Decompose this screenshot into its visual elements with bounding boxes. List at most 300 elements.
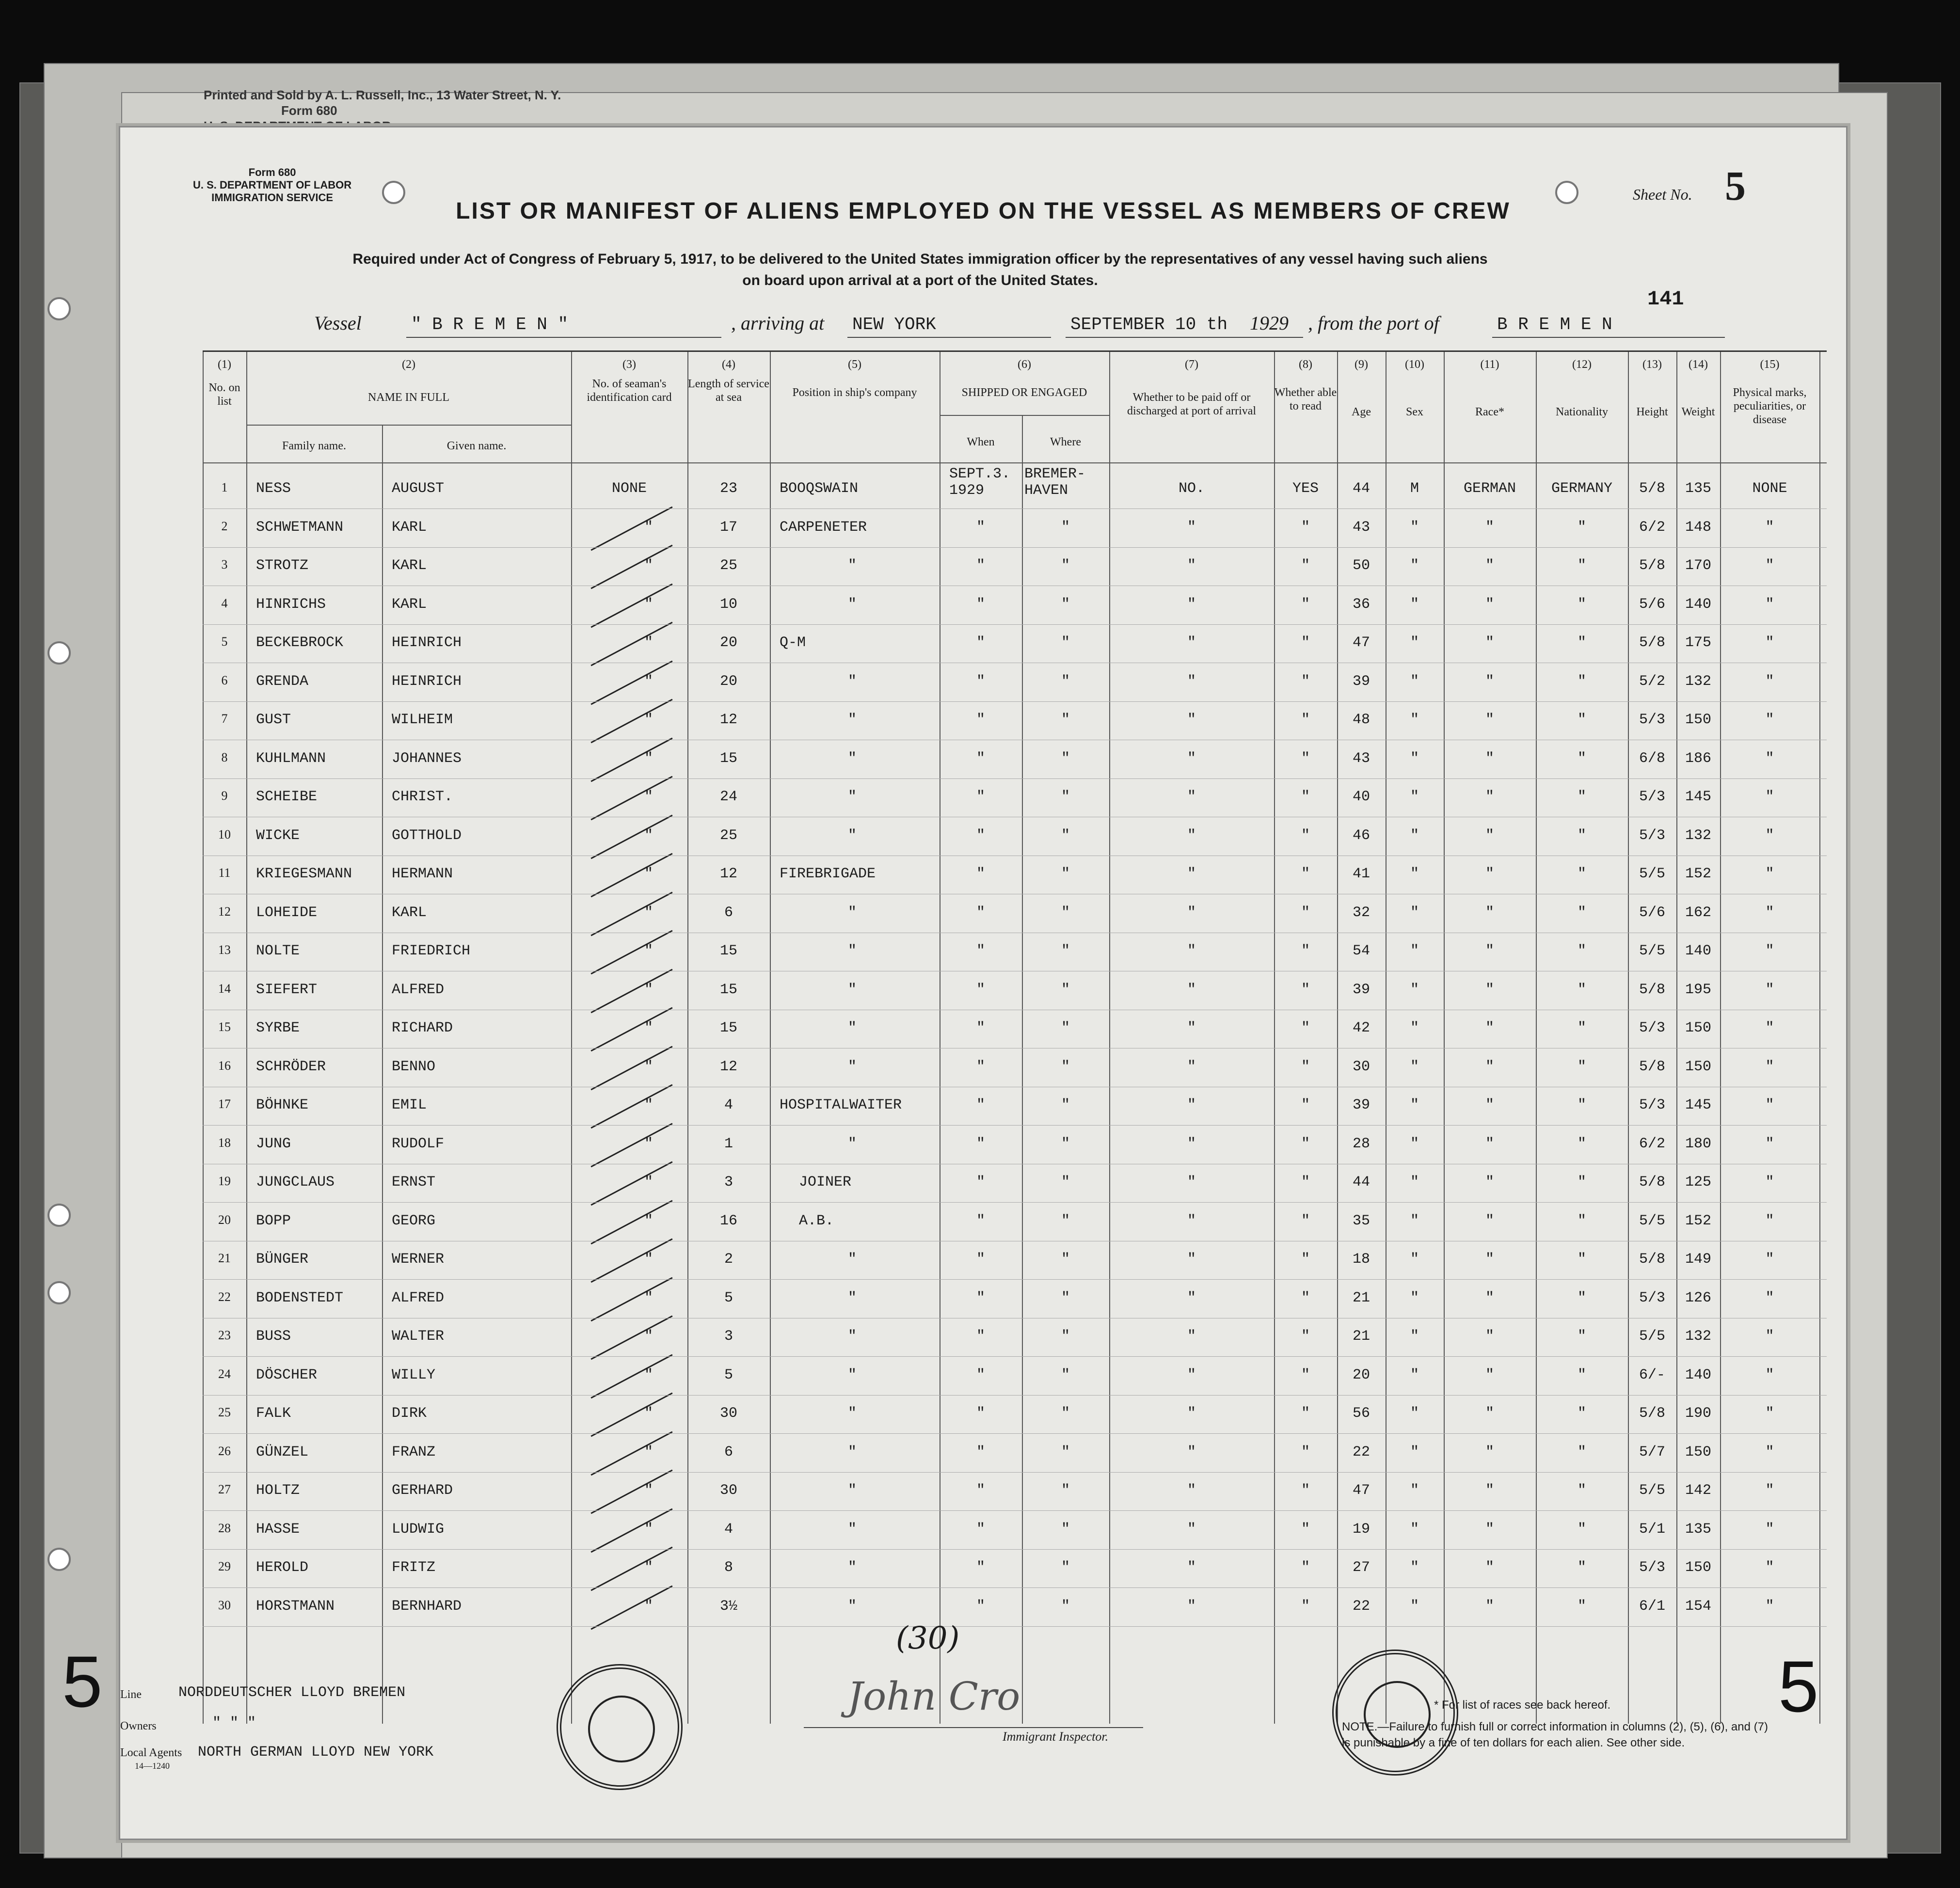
ditto-mark-read: " [1301, 1058, 1310, 1075]
row-number: 7 [221, 712, 228, 726]
ditto-mark-card: " [644, 981, 653, 998]
ditto-mark-read: " [1301, 827, 1310, 844]
service-length: 15 [719, 943, 737, 959]
ditto-mark-nat: " [1577, 1212, 1586, 1229]
col-number: (12) [1572, 358, 1592, 371]
height: 5/3 [1639, 1097, 1665, 1113]
position: " [847, 1020, 857, 1036]
ditto-mark-card: " [644, 1444, 653, 1460]
service-length: 30 [719, 1405, 737, 1422]
row-rule [203, 1395, 1827, 1396]
given-name: WILLY [392, 1366, 436, 1383]
ditto-mark-read: " [1301, 1559, 1310, 1576]
family-name: SCHRÖDER [256, 1058, 326, 1075]
shipped-when: SEPT.3. [949, 466, 1011, 482]
ditto-mark-where: " [1061, 1328, 1070, 1345]
identification-card: NONE [611, 480, 647, 497]
height: 5/3 [1639, 1559, 1665, 1576]
position: " [847, 1559, 857, 1576]
ditto-mark-sex: " [1410, 904, 1419, 921]
ditto-mark-card: " [644, 557, 653, 574]
ditto-mark-sex: " [1410, 1482, 1419, 1499]
ditto-mark-when: " [976, 1328, 985, 1345]
col-number: (8) [1299, 358, 1312, 371]
row-number: 11 [218, 866, 231, 880]
position: " [847, 904, 857, 921]
ditto-mark-race: " [1485, 1328, 1494, 1345]
ditto-mark-read: " [1301, 1482, 1310, 1499]
ditto-mark-read: " [1301, 1405, 1310, 1422]
ditto-mark-race: " [1485, 1289, 1494, 1306]
ditto-mark-paid: " [1187, 789, 1196, 805]
height: 5/3 [1639, 789, 1665, 805]
position: A.B. [799, 1212, 834, 1229]
weight: 135 [1685, 480, 1711, 497]
ditto-mark-read: " [1301, 1289, 1310, 1306]
ditto-mark-marks: " [1765, 673, 1774, 690]
height: 6/2 [1639, 519, 1665, 536]
age: 40 [1352, 789, 1370, 805]
given-name: GERHARD [392, 1482, 453, 1499]
ditto-mark-nat: " [1577, 1058, 1586, 1075]
family-name: HOLTZ [256, 1482, 300, 1499]
row-number: 13 [218, 943, 231, 957]
given-name: KARL [392, 557, 427, 574]
ditto-mark-marks: " [1765, 519, 1774, 536]
height: 5/8 [1639, 1174, 1665, 1190]
ditto-mark-paid: " [1187, 1212, 1196, 1229]
ditto-mark-paid: " [1187, 1366, 1196, 1383]
given-name: RICHARD [392, 1020, 453, 1036]
family-name: BÖHNKE [256, 1097, 309, 1113]
eagle-emblem [588, 1696, 655, 1762]
family-name: BODENSTEDT [256, 1289, 344, 1306]
age: 56 [1352, 1405, 1370, 1422]
col-label: Physical marks, peculiarities, or disease [1733, 386, 1807, 426]
col-label: Position in ship's company [792, 386, 917, 399]
ditto-mark-nat: " [1577, 750, 1586, 767]
ditto-mark-card: " [644, 1366, 653, 1383]
ditto-mark-nat: " [1577, 789, 1586, 805]
ditto-mark-sex: " [1410, 1135, 1419, 1152]
height: 5/5 [1639, 1328, 1665, 1345]
age: 43 [1352, 750, 1370, 767]
height: 5/6 [1639, 596, 1665, 613]
ditto-mark-card: " [644, 1097, 653, 1113]
age: 41 [1352, 866, 1370, 882]
age: 47 [1352, 635, 1370, 651]
weight: 126 [1685, 1289, 1711, 1306]
ditto-mark-card: " [644, 1598, 653, 1615]
height: 6/1 [1639, 1598, 1665, 1615]
ditto-mark-where: " [1061, 904, 1070, 921]
ditto-mark-sex: " [1410, 1444, 1419, 1460]
weight: 162 [1685, 904, 1711, 921]
col-label: SHIPPED OR ENGAGED [961, 386, 1087, 399]
ditto-mark-nat: " [1577, 1521, 1586, 1538]
position: " [847, 1521, 857, 1538]
ditto-mark-card: " [644, 1135, 653, 1152]
col-11-header [1444, 358, 1536, 419]
col-number: (14) [1689, 358, 1708, 371]
col-label: Sex [1406, 406, 1423, 418]
ditto-mark-where: " [1061, 1559, 1070, 1576]
ditto-mark-when: " [976, 1020, 985, 1036]
weight: 195 [1685, 981, 1711, 998]
ditto-mark-paid: " [1187, 673, 1196, 690]
ditto-mark-nat: " [1577, 1289, 1586, 1306]
position: Q-M [780, 635, 806, 651]
ditto-mark-paid: " [1187, 943, 1196, 959]
family-name: BECKEBROCK [256, 635, 344, 651]
position: " [847, 827, 857, 844]
col-4-header [687, 358, 770, 404]
age: 46 [1352, 827, 1370, 844]
col-number: (7) [1185, 358, 1198, 371]
row-number: 1 [221, 480, 228, 494]
ditto-mark-when: " [976, 1482, 985, 1499]
given-name: KARL [392, 596, 427, 613]
family-name: BÜNGER [256, 1251, 309, 1268]
weight: 140 [1685, 1366, 1711, 1383]
row-number: 5 [221, 635, 228, 649]
ditto-mark-card: " [644, 866, 653, 882]
ditto-mark-paid: " [1187, 866, 1196, 882]
height: 5/5 [1639, 1482, 1665, 1499]
shipped-where: HAVEN [1024, 482, 1068, 499]
ditto-mark-paid: " [1187, 1289, 1196, 1306]
ditto-mark-race: " [1485, 750, 1494, 767]
age: 44 [1352, 1174, 1370, 1190]
given-name: ALFRED [392, 1289, 445, 1306]
given-name-header: Given name. [446, 440, 507, 452]
age: 30 [1352, 1058, 1370, 1075]
service-length: 15 [719, 1020, 737, 1036]
ditto-mark-race: " [1485, 1559, 1494, 1576]
ditto-mark-nat: " [1577, 866, 1586, 882]
ditto-mark-read: " [1301, 1020, 1310, 1036]
ditto-mark-paid: " [1187, 1444, 1196, 1460]
ditto-mark-sex: " [1410, 1097, 1419, 1113]
height: 5/8 [1639, 1251, 1665, 1268]
given-name: RUDOLF [392, 1135, 445, 1152]
ditto-mark-paid: " [1187, 750, 1196, 767]
ditto-mark-paid: " [1187, 1328, 1196, 1345]
position: " [847, 981, 857, 998]
ditto-mark-where: " [1061, 1444, 1070, 1460]
height: 5/6 [1639, 904, 1665, 921]
row-rule [203, 624, 1827, 625]
ditto-mark-where: " [1061, 1251, 1070, 1268]
ditto-mark-sex: " [1410, 1405, 1419, 1422]
row-number: 25 [218, 1405, 231, 1419]
weight: 154 [1685, 1598, 1711, 1615]
where-header: Where [1050, 436, 1081, 448]
age: 39 [1352, 673, 1370, 690]
age: 43 [1352, 519, 1370, 536]
family-name: WICKE [256, 827, 300, 844]
age: 22 [1352, 1598, 1370, 1615]
ditto-mark-sex: " [1410, 1020, 1419, 1036]
ditto-mark-race: " [1485, 519, 1494, 536]
service-length: 25 [719, 827, 737, 844]
height: 5/3 [1639, 1289, 1665, 1306]
given-name: HEINRICH [392, 673, 462, 690]
age: 48 [1352, 712, 1370, 728]
service-length: 4 [724, 1097, 733, 1113]
ditto-mark-marks: " [1765, 1366, 1774, 1383]
position: " [847, 943, 857, 959]
ditto-mark-race: " [1485, 904, 1494, 921]
position: " [847, 1251, 857, 1268]
col-label: No. of seaman's identification card [587, 378, 672, 404]
ditto-mark-race: " [1485, 673, 1494, 690]
ditto-mark-sex: " [1410, 1251, 1419, 1268]
ditto-mark-when: " [976, 1366, 985, 1383]
family-name: JUNG [256, 1135, 291, 1152]
row-rule [203, 1202, 1827, 1203]
service-length: 25 [719, 557, 737, 574]
col-6-header [940, 358, 1109, 399]
ditto-mark-where: " [1061, 673, 1070, 690]
weight: 145 [1685, 789, 1711, 805]
ditto-mark-where: " [1061, 1097, 1070, 1113]
ditto-mark-paid: " [1187, 1482, 1196, 1499]
ditto-mark-when: " [976, 635, 985, 651]
height: 5/5 [1639, 866, 1665, 882]
ditto-mark-read: " [1301, 1598, 1310, 1615]
col-12-header [1536, 358, 1628, 419]
ditto-mark-marks: " [1765, 1444, 1774, 1460]
weight: 150 [1685, 712, 1711, 728]
ditto-mark-marks: " [1765, 1020, 1774, 1036]
service-length: 15 [719, 981, 737, 998]
col-7-header [1109, 358, 1274, 418]
service-length: 15 [719, 750, 737, 767]
ditto-mark-race: " [1485, 557, 1494, 574]
col-label: NAME IN FULL [368, 391, 449, 404]
row-rule [203, 508, 1827, 509]
ditto-mark-paid: " [1187, 981, 1196, 998]
ditto-mark-paid: " [1187, 904, 1196, 921]
ditto-mark-marks: " [1765, 596, 1774, 613]
service-length: 10 [719, 596, 737, 613]
col-number: (2) [402, 358, 415, 371]
ditto-mark-card: " [644, 1521, 653, 1538]
ditto-mark-race: " [1485, 1482, 1494, 1499]
ditto-mark-card: " [644, 1289, 653, 1306]
family-name: GÜNZEL [256, 1444, 309, 1460]
ditto-mark-card: " [644, 673, 653, 690]
ditto-mark-where: " [1061, 1482, 1070, 1499]
ditto-mark-marks: " [1765, 789, 1774, 805]
underline [1066, 337, 1303, 338]
col-label: Whether able to read [1274, 386, 1337, 413]
race: GERMAN [1463, 480, 1516, 497]
ditto-mark-marks: " [1765, 1058, 1774, 1075]
local-agents: NORTH GERMAN LLOYD NEW YORK [198, 1744, 434, 1761]
ditto-mark-when: " [976, 1405, 985, 1422]
form-line: Form 680 [281, 103, 337, 118]
binder-hole [48, 1548, 71, 1571]
family-name: KUHLMANN [256, 750, 326, 767]
col-10-header [1386, 358, 1444, 419]
row-number: 20 [218, 1212, 231, 1227]
ditto-mark-when: " [976, 827, 985, 844]
weight: 150 [1685, 1444, 1711, 1460]
position: " [847, 673, 857, 690]
ditto-mark-read: " [1301, 712, 1310, 728]
ditto-mark-paid: " [1187, 519, 1196, 536]
ditto-mark-nat: " [1577, 1444, 1586, 1460]
col-1-header [203, 358, 246, 408]
ditto-mark-sex: " [1410, 1598, 1419, 1615]
family-name: GUST [256, 712, 291, 728]
row-number: 27 [218, 1482, 231, 1496]
given-name: AUGUST [392, 480, 445, 497]
service-length: 12 [719, 712, 737, 728]
ditto-mark-sex: " [1410, 1212, 1419, 1229]
row-rule [203, 1279, 1827, 1280]
position: JOINER [799, 1174, 852, 1190]
family-name: LOHEIDE [256, 904, 318, 921]
paid-off: NO. [1178, 480, 1205, 497]
service-length: 6 [724, 904, 733, 921]
ditto-mark-race: " [1485, 943, 1494, 959]
ditto-mark-marks: " [1765, 1251, 1774, 1268]
weight: 170 [1685, 557, 1711, 574]
given-name: KARL [392, 904, 427, 921]
consulate-seal [557, 1664, 683, 1790]
row-rule [203, 1549, 1827, 1550]
ditto-mark-sex: " [1410, 1058, 1419, 1075]
col-number: (5) [848, 358, 861, 371]
ditto-mark-when: " [976, 1251, 985, 1268]
shipped-where: BREMER- [1024, 466, 1086, 482]
service-length: 12 [719, 866, 737, 882]
ditto-mark-when: " [976, 673, 985, 690]
ditto-mark-when: " [976, 1289, 985, 1306]
ditto-mark-paid: " [1187, 1174, 1196, 1190]
service-length: 5 [724, 1366, 733, 1383]
ditto-mark-nat: " [1577, 596, 1586, 613]
family-name: JUNGCLAUS [256, 1174, 335, 1190]
ditto-mark-race: " [1485, 1097, 1494, 1113]
given-name: LUDWIG [392, 1521, 445, 1538]
ditto-mark-sex: " [1410, 943, 1419, 959]
height: 5/8 [1639, 480, 1665, 497]
row-rule [203, 1356, 1827, 1357]
ditto-mark-race: " [1485, 1366, 1494, 1383]
col-label: Height [1636, 406, 1668, 418]
col-label: No. on list [208, 381, 240, 408]
weight: 145 [1685, 1097, 1711, 1113]
col-8-header [1274, 358, 1337, 413]
row-number: 15 [218, 1020, 231, 1034]
ditto-mark-card: " [644, 1020, 653, 1036]
ditto-mark-when: " [976, 1559, 985, 1576]
shipping-line: NORDDEUTSCHER LLOYD BREMEN [178, 1684, 406, 1701]
ditto-mark-marks: " [1765, 1135, 1774, 1152]
ditto-mark-paid: " [1187, 1097, 1196, 1113]
row-rule [203, 1433, 1827, 1434]
ditto-mark-read: " [1301, 981, 1310, 998]
age: 22 [1352, 1444, 1370, 1460]
family-name: SCHEIBE [256, 789, 318, 805]
col-15-header [1720, 358, 1819, 427]
ditto-mark-card: " [644, 1058, 653, 1075]
document-title: LIST OR MANIFEST OF ALIENS EMPLOYED ON THE VESSEL AS MEMBERS OF CREW [456, 198, 1511, 224]
binder-hole [48, 297, 71, 320]
nationality: GERMANY [1551, 480, 1613, 497]
ditto-mark-where: " [1061, 557, 1070, 574]
given-name: JOHANNES [392, 750, 462, 767]
ditto-mark-marks: " [1765, 1328, 1774, 1345]
ditto-mark-marks: " [1765, 943, 1774, 959]
arriving-label: , arriving at [731, 312, 825, 334]
given-name: HEINRICH [392, 635, 462, 651]
when-header: When [967, 436, 995, 448]
ditto-mark-paid: " [1187, 557, 1196, 574]
family-name: SIEFERT [256, 981, 318, 998]
ditto-mark-where: " [1061, 1174, 1070, 1190]
ditto-mark-marks: " [1765, 981, 1774, 998]
service-length: 5 [724, 1289, 733, 1306]
ditto-mark-nat: " [1577, 1020, 1586, 1036]
age: 21 [1352, 1328, 1370, 1345]
weight: 150 [1685, 1020, 1711, 1036]
ditto-mark-where: " [1061, 827, 1070, 844]
position: " [847, 1328, 857, 1345]
ditto-mark-paid: " [1187, 1135, 1196, 1152]
row-number: 9 [221, 789, 228, 803]
ditto-mark-read: " [1301, 1174, 1310, 1190]
age: 32 [1352, 904, 1370, 921]
age: 39 [1352, 981, 1370, 998]
ditto-mark-nat: " [1577, 904, 1586, 921]
height: 5/5 [1639, 1212, 1665, 1229]
weight: 150 [1685, 1559, 1711, 1576]
arrival-port: NEW YORK [852, 315, 936, 334]
given-name: CHRIST. [392, 789, 453, 805]
col-number: (15) [1760, 358, 1780, 371]
ditto-mark-marks: " [1765, 1097, 1774, 1113]
crew-table [203, 350, 1827, 1724]
position: " [847, 1482, 857, 1499]
ditto-mark-sex: " [1410, 519, 1419, 536]
ditto-mark-read: " [1301, 789, 1310, 805]
col-14-header [1676, 358, 1720, 419]
form-number: Form 680 [248, 166, 296, 178]
shipped-when: 1929 [949, 482, 985, 499]
ditto-mark-read: " [1301, 1328, 1310, 1345]
ditto-mark-where: " [1061, 1366, 1070, 1383]
penalty-note-2: is punishable by a fine of ten dollars for each alien. See other side. [1342, 1736, 1685, 1749]
service-length: 20 [719, 673, 737, 690]
ditto-mark-nat: " [1577, 1366, 1586, 1383]
age: 42 [1352, 1020, 1370, 1036]
agents-label: Local Agents [120, 1746, 182, 1759]
service-length: 3 [724, 1328, 733, 1345]
sheet-number: 5 [1725, 162, 1746, 209]
service-length: 3½ [719, 1598, 737, 1615]
row-rule [203, 701, 1827, 702]
ditto-mark-read: " [1301, 1135, 1310, 1152]
ditto-mark-where: " [1061, 596, 1070, 613]
height: 5/3 [1639, 827, 1665, 844]
ditto-mark-nat: " [1577, 712, 1586, 728]
position: CARPENETER [780, 519, 867, 536]
